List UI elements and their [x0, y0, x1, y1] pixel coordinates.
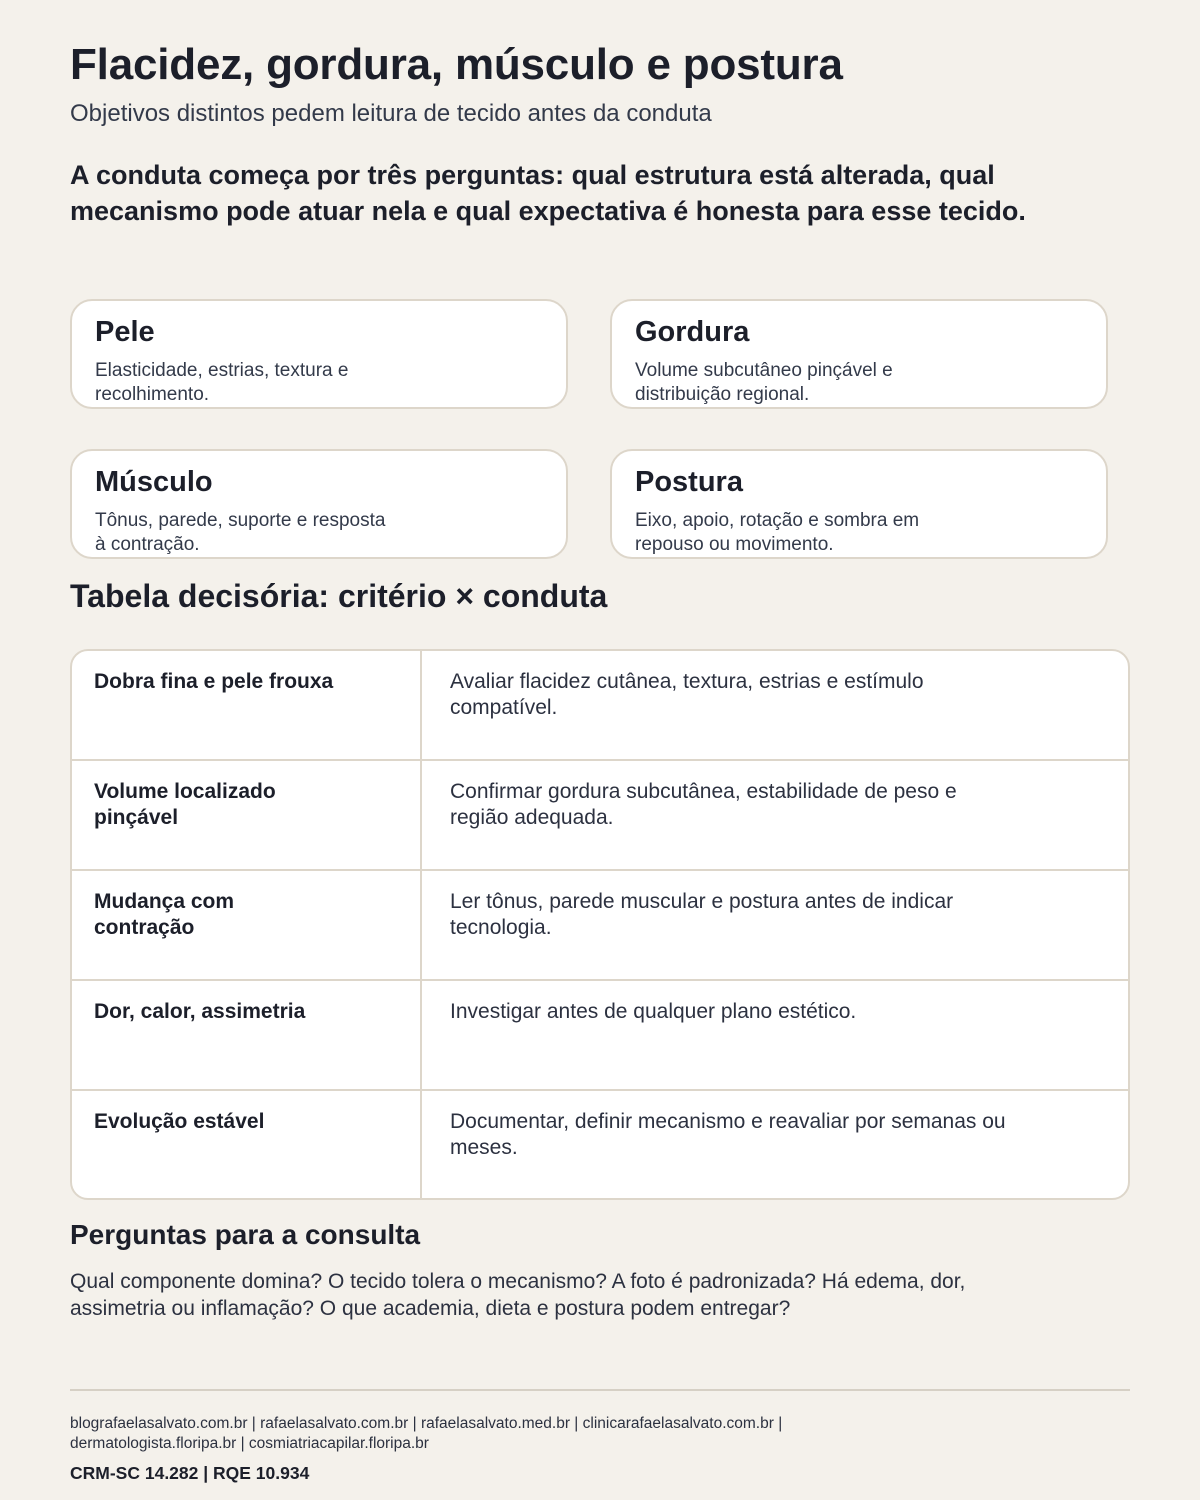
table-row [72, 979, 1128, 1091]
card-title: Pele [95, 316, 155, 348]
footer-crm: CRM-SC 14.282 | RQE 10.934 [70, 1463, 310, 1483]
card-title: Músculo [95, 466, 213, 498]
card-title: Gordura [635, 316, 750, 348]
card-title: Postura [635, 466, 743, 498]
action-cell: Documentar, definir mecanismo e reavaliar por semanas ou meses. [450, 1110, 1006, 1159]
table-row [72, 651, 1128, 761]
card-description: Elasticidade, estrias, textura e recolhimento. [95, 360, 349, 405]
card-gordura [610, 299, 1108, 409]
card-pele [70, 299, 568, 409]
action-cell: Investigar antes de qualquer plano estético. [450, 1000, 857, 1023]
criterion-cell: Evolução estável [94, 1110, 265, 1133]
action-cell: Ler tônus, parede muscular e postura antes de indicar tecnologia. [450, 890, 954, 939]
table-row [72, 1089, 1128, 1200]
action-cell: Avaliar flacidez cutânea, textura, estrias e estímulo compatível. [450, 670, 924, 719]
criterion-cell: Dor, calor, assimetria [94, 1000, 306, 1023]
lead-statement: A conduta começa por três perguntas: qual estrutura está alterada, qual mecanismo pode atuar nela e qual expectativa é honesta para esse tecido. [70, 160, 1026, 226]
decision-table [70, 649, 1130, 1200]
card-musculo [70, 449, 568, 559]
questions-text: Qual componente domina? O tecido tolera o mecanismo? A foto é padronizada? Há edema, dor, assimetria ou inflamação? O que academia, dieta e postura podem entregar? [70, 1270, 966, 1320]
card-description: Volume subcutâneo pinçável e distribuição regional. [635, 360, 893, 405]
action-cell: Confirmar gordura subcutânea, estabilidade de peso e região adequada. [450, 780, 957, 829]
criterion-cell: Mudança com contração [94, 890, 235, 939]
questions-heading: Perguntas para a consulta [70, 1219, 421, 1250]
footer-divider [70, 1389, 1130, 1391]
table-row [72, 759, 1128, 871]
footer-links: blografaelasalvato.com.br | rafaelasalvato.com.br | rafaelasalvato.med.br | clinicarafaelasalvato.com.br | dermatologista.floripa.br | cosmiatriacapilar.floripa.br [70, 1415, 783, 1452]
criterion-cell: Dobra fina e pele frouxa [94, 670, 334, 693]
card-description: Eixo, apoio, rotação e sombra em repouso ou movimento. [635, 510, 920, 555]
card-postura [610, 449, 1108, 559]
card-description: Tônus, parede, suporte e resposta à contração. [95, 510, 386, 555]
table-row [72, 869, 1128, 981]
column-divider [420, 651, 422, 1200]
page-title: Flacidez, gordura, músculo e postura [70, 40, 843, 89]
criterion-cell: Volume localizado pinçável [94, 780, 276, 829]
table-heading: Tabela decisória: critério × conduta [70, 578, 608, 614]
page-subtitle: Objetivos distintos pedem leitura de tecido antes da conduta [70, 100, 712, 127]
